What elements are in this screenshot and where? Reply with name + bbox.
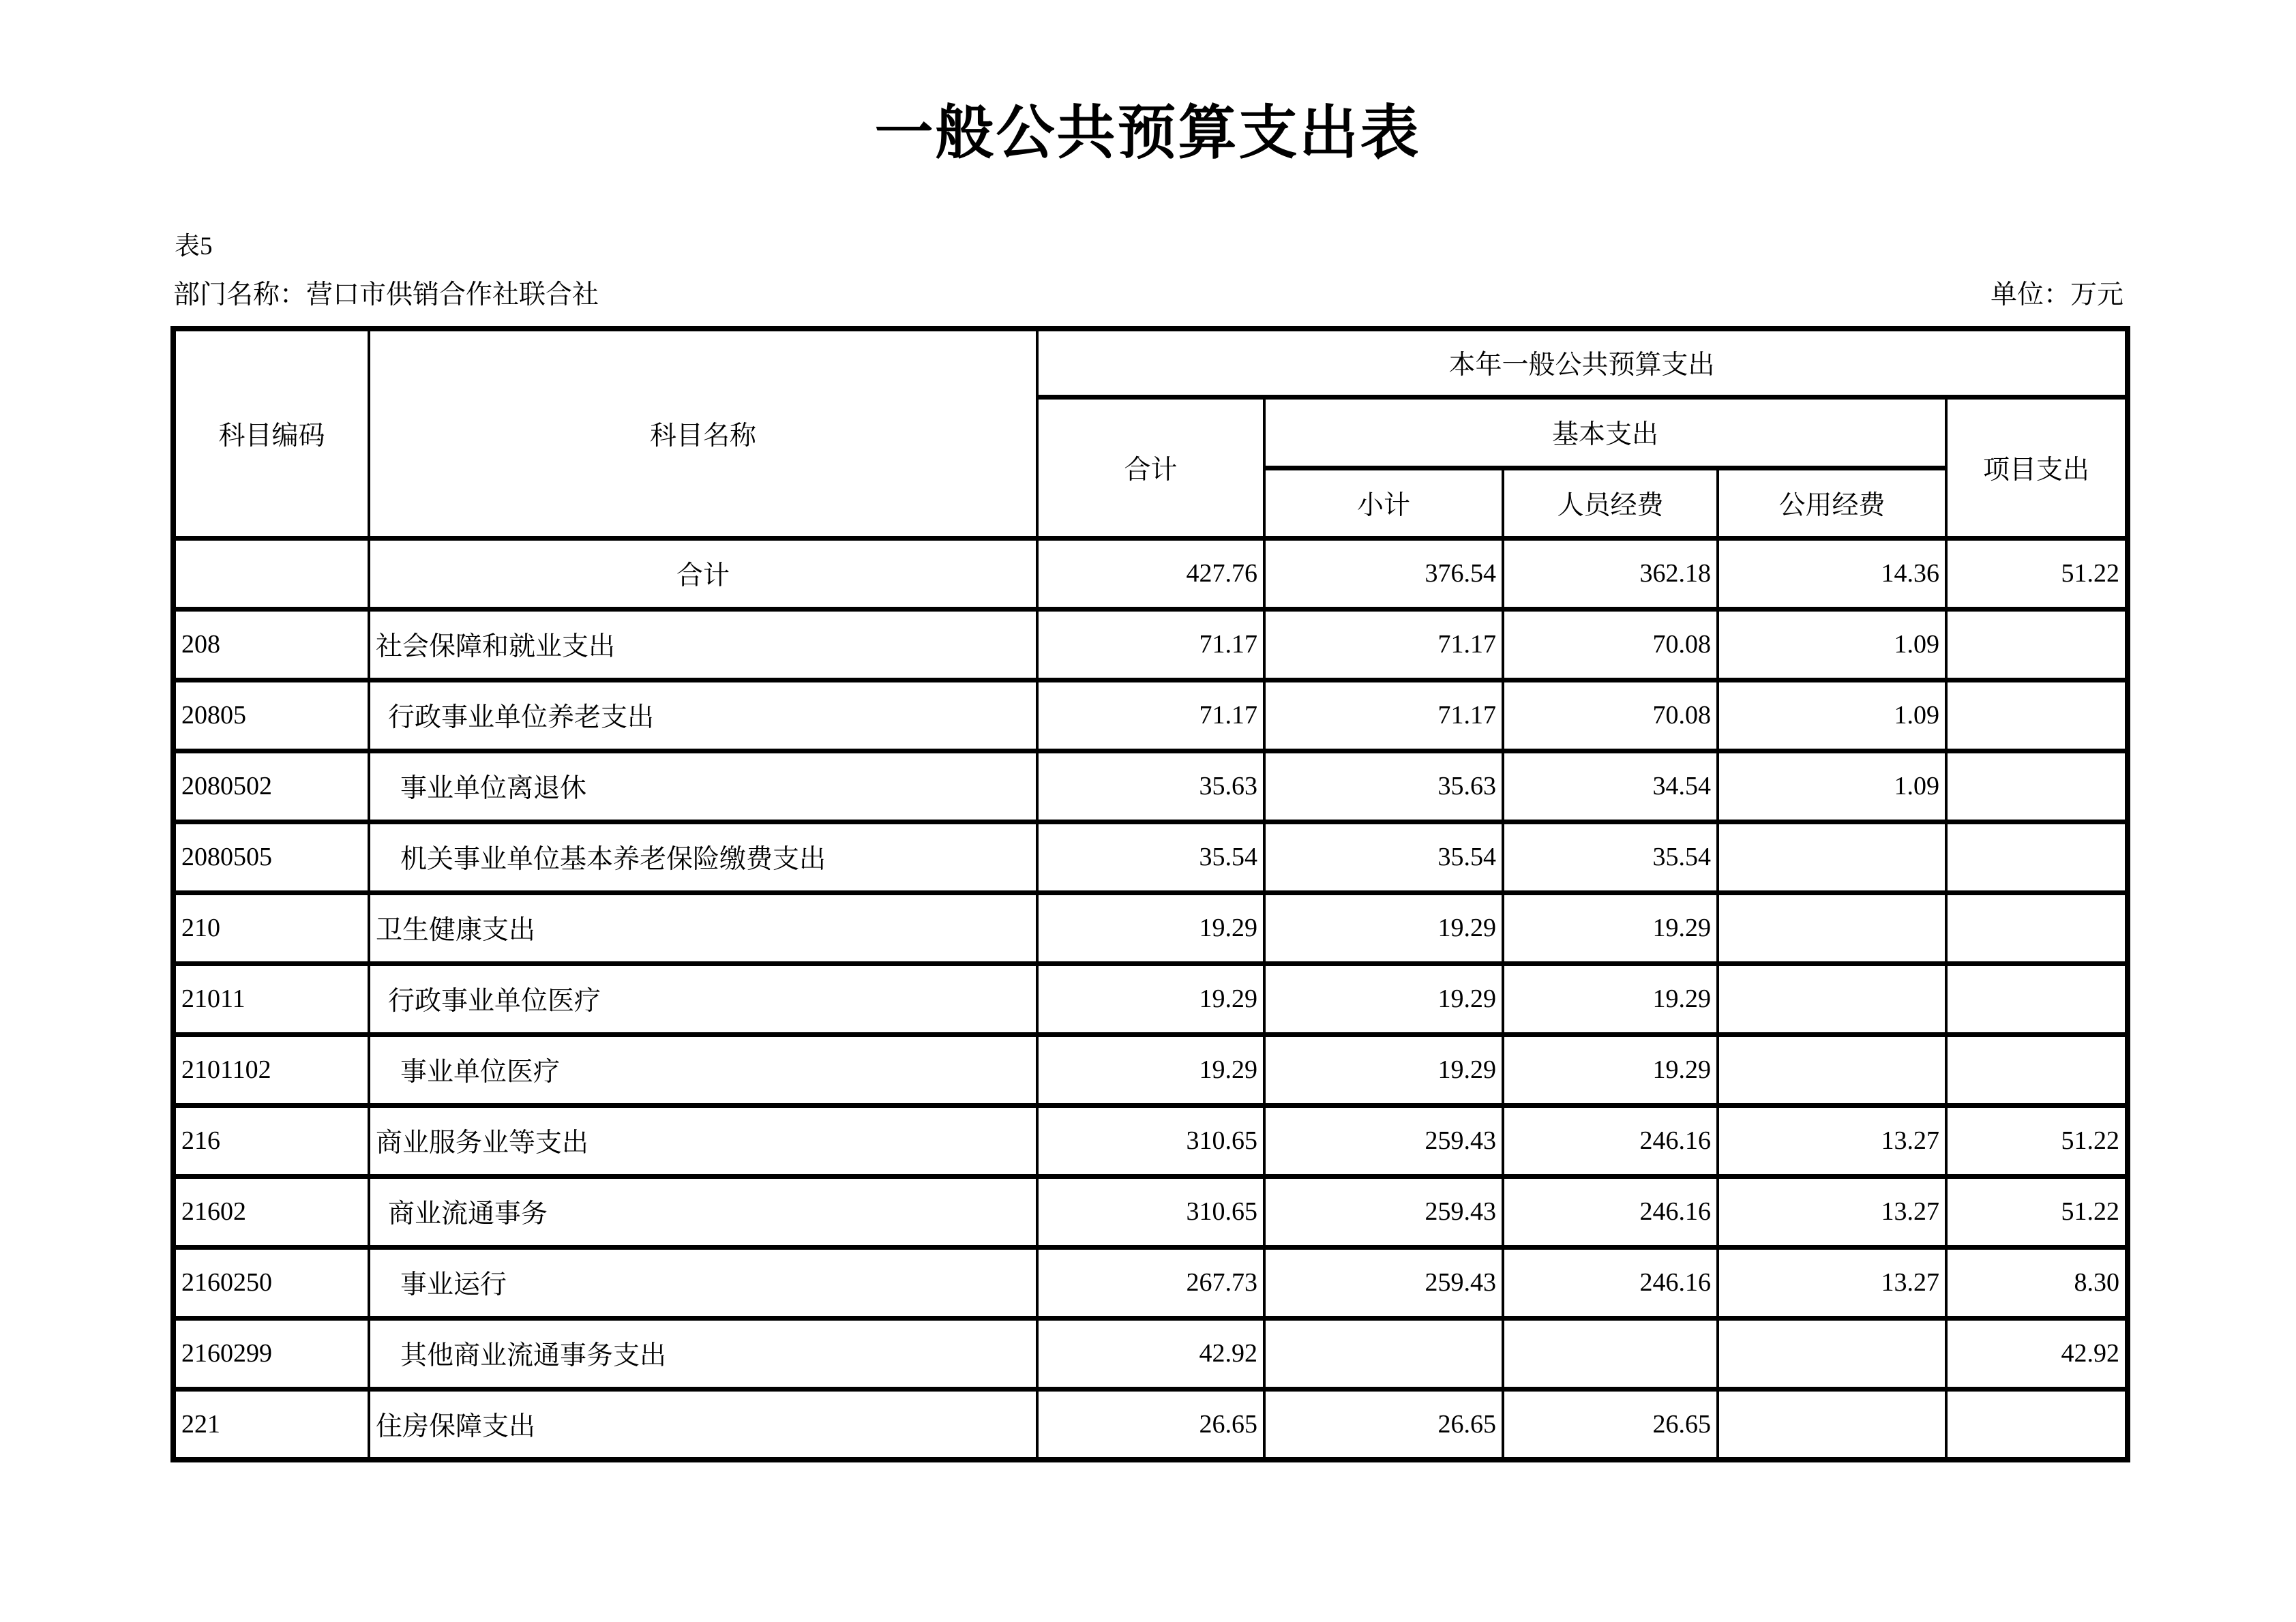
cell-project: 51.22 [1946, 1105, 2128, 1176]
cell-public [1718, 1034, 1946, 1105]
cell-project [1946, 751, 2128, 822]
cell-subject-code: 2160299 [173, 1318, 369, 1389]
cell-subject-code: 2101102 [173, 1034, 369, 1105]
cell-subject-name: 行政事业单位医疗 [369, 963, 1037, 1034]
cell-subtotal: 71.17 [1264, 680, 1503, 751]
cell-subtotal: 35.54 [1264, 822, 1503, 892]
cell-subject-code: 2080505 [173, 822, 369, 892]
cell-subject-name: 商业流通事务 [369, 1176, 1037, 1247]
cell-personnel: 246.16 [1503, 1176, 1718, 1247]
cell-total: 26.65 [1037, 1389, 1264, 1460]
table-row-21011 [173, 963, 2128, 1034]
col-header-subject-code: 科目编码 [173, 329, 369, 538]
cell-subtotal [1264, 1318, 1503, 1389]
cell-subject-name: 事业单位医疗 [369, 1034, 1037, 1105]
cell-subtotal: 26.65 [1264, 1389, 1503, 1460]
budget-table-header [173, 329, 2128, 538]
table-row-221 [173, 1389, 2128, 1460]
cell-project [1946, 1034, 2128, 1105]
cell-public [1718, 822, 1946, 892]
cell-total: 71.17 [1037, 609, 1264, 680]
table-row-20805 [173, 680, 2128, 751]
cell-subject-name: 其他商业流通事务支出 [369, 1318, 1037, 1389]
cell-subject-name: 社会保障和就业支出 [369, 609, 1037, 680]
table-row-2160299 [173, 1318, 2128, 1389]
col-header-basic-expenditure: 基本支出 [1264, 397, 1946, 468]
cell-subject-code: 216 [173, 1105, 369, 1176]
cell-project: 51.22 [1946, 1176, 2128, 1247]
cell-subject-code: 2080502 [173, 751, 369, 822]
cell-public [1718, 1389, 1946, 1460]
cell-total: 71.17 [1037, 680, 1264, 751]
cell-project [1946, 680, 2128, 751]
table-row-2080502 [173, 751, 2128, 822]
cell-public: 13.27 [1718, 1105, 1946, 1176]
cell-subject-name: 机关事业单位基本养老保险缴费支出 [369, 822, 1037, 892]
cell-total: 19.29 [1037, 892, 1264, 963]
table-meta-row [170, 280, 2125, 312]
table-row-216 [173, 1105, 2128, 1176]
unit-label: 单位：万元 [1990, 280, 2123, 310]
cell-personnel: 34.54 [1503, 751, 1718, 822]
cell-personnel: 362.18 [1503, 538, 1718, 609]
cell-project [1946, 609, 2128, 680]
cell-subtotal: 259.43 [1264, 1105, 1503, 1176]
cell-subtotal: 19.29 [1264, 1034, 1503, 1105]
page-title: 一般公共预算支出表 [874, 100, 1421, 166]
cell-public [1718, 963, 1946, 1034]
cell-subject-code: 21011 [173, 963, 369, 1034]
cell-total: 42.92 [1037, 1318, 1264, 1389]
table-row-grand-total [173, 538, 2128, 609]
table-row-21602 [173, 1176, 2128, 1247]
col-header-public-funds: 公用经费 [1718, 468, 1946, 538]
cell-public: 1.09 [1718, 609, 1946, 680]
cell-project [1946, 1389, 2128, 1460]
cell-total: 35.54 [1037, 822, 1264, 892]
col-header-subject-name: 科目名称 [369, 329, 1037, 538]
col-header-total: 合计 [1037, 397, 1264, 538]
cell-project: 8.30 [1946, 1247, 2128, 1318]
col-header-subtotal: 小计 [1264, 468, 1503, 538]
cell-personnel: 19.29 [1503, 1034, 1718, 1105]
cell-subtotal: 19.29 [1264, 963, 1503, 1034]
cell-subject-code: 208 [173, 609, 369, 680]
cell-subtotal: 35.63 [1264, 751, 1503, 822]
cell-subject-name: 事业单位离退休 [369, 751, 1037, 822]
table-row-208 [173, 609, 2128, 680]
cell-personnel: 19.29 [1503, 892, 1718, 963]
budget-table [170, 326, 2130, 1462]
cell-subject-code: 21602 [173, 1176, 369, 1247]
cell-subtotal: 376.54 [1264, 538, 1503, 609]
cell-project [1946, 963, 2128, 1034]
cell-subject-name: 行政事业单位养老支出 [369, 680, 1037, 751]
cell-subject-name: 卫生健康支出 [369, 892, 1037, 963]
cell-subject-name: 住房保障支出 [369, 1389, 1037, 1460]
cell-public: 1.09 [1718, 751, 1946, 822]
cell-total: 310.65 [1037, 1176, 1264, 1247]
cell-subject-name: 合计 [369, 538, 1037, 609]
cell-project: 42.92 [1946, 1318, 2128, 1389]
cell-subject-name: 商业服务业等支出 [369, 1105, 1037, 1176]
cell-public [1718, 892, 1946, 963]
cell-subject-code: 2160250 [173, 1247, 369, 1318]
cell-project: 51.22 [1946, 538, 2128, 609]
header-row-1 [173, 329, 2128, 397]
cell-personnel: 26.65 [1503, 1389, 1718, 1460]
cell-subtotal: 19.29 [1264, 892, 1503, 963]
table-number-label: 表5 [175, 232, 213, 260]
cell-subject-code: 210 [173, 892, 369, 963]
cell-subject-code [173, 538, 369, 609]
cell-personnel: 70.08 [1503, 680, 1718, 751]
cell-subtotal: 259.43 [1264, 1176, 1503, 1247]
table-row-210 [173, 892, 2128, 963]
budget-table-body [173, 538, 2128, 1460]
table-row-2080505 [173, 822, 2128, 892]
col-header-current-year-budget: 本年一般公共预算支出 [1037, 329, 2128, 397]
cell-public [1718, 1318, 1946, 1389]
cell-project [1946, 892, 2128, 963]
cell-public: 1.09 [1718, 680, 1946, 751]
cell-personnel: 246.16 [1503, 1105, 1718, 1176]
cell-personnel: 19.29 [1503, 963, 1718, 1034]
table-row-2160250 [173, 1247, 2128, 1318]
cell-total: 19.29 [1037, 1034, 1264, 1105]
cell-personnel: 70.08 [1503, 609, 1718, 680]
cell-public: 13.27 [1718, 1247, 1946, 1318]
cell-total: 19.29 [1037, 963, 1264, 1034]
cell-subject-code: 20805 [173, 680, 369, 751]
cell-personnel [1503, 1318, 1718, 1389]
cell-subtotal: 259.43 [1264, 1247, 1503, 1318]
cell-project [1946, 822, 2128, 892]
col-header-personnel-funds: 人员经费 [1503, 468, 1718, 538]
cell-total: 310.65 [1037, 1105, 1264, 1176]
cell-total: 427.76 [1037, 538, 1264, 609]
cell-personnel: 35.54 [1503, 822, 1718, 892]
cell-public: 13.27 [1718, 1176, 1946, 1247]
cell-subject-code: 221 [173, 1389, 369, 1460]
cell-total: 35.63 [1037, 751, 1264, 822]
col-header-project-expenditure: 项目支出 [1946, 397, 2128, 538]
cell-total: 267.73 [1037, 1247, 1264, 1318]
department-name-label: 部门名称：营口市供销合作社联合社 [173, 280, 599, 310]
cell-subject-name: 事业运行 [369, 1247, 1037, 1318]
cell-public: 14.36 [1718, 538, 1946, 609]
cell-personnel: 246.16 [1503, 1247, 1718, 1318]
table-row-2101102 [173, 1034, 2128, 1105]
cell-subtotal: 71.17 [1264, 609, 1503, 680]
